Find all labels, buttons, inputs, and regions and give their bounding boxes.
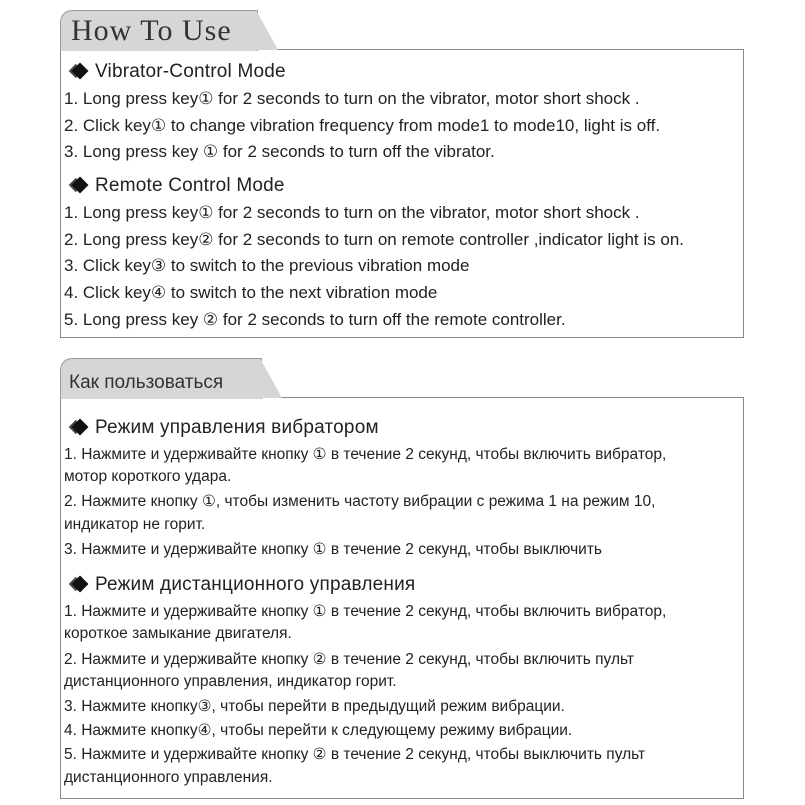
instruction-line: 5. Нажмите и удерживайте кнопку ② в течение 2 секунд, чтобы выключить пульт: [64, 746, 646, 763]
instruction-line: 1. Long press key① for 2 seconds to turn on the vibrator, motor short shock .: [64, 203, 640, 222]
english-header-tab: [60, 10, 258, 51]
vibrator-control-heading: [66, 61, 286, 83]
remote-control-title-ru: Режим дистанционного управления: [95, 574, 416, 595]
instruction-line: 3. Нажмите и удерживайте кнопку ① в течение 2 секунд, чтобы выключить: [64, 541, 602, 558]
instruction-line: 2. Нажмите и удерживайте кнопку ② в течение 2 секунд, чтобы включить пульт: [64, 651, 634, 668]
diamond-bullet-icon: [72, 176, 89, 193]
vibrator-control-heading-ru: [66, 417, 379, 439]
instruction-line: 2. Нажмите кнопку ①, чтобы изменить частоту вибрации с режима 1 на режим 10,: [64, 493, 656, 510]
instruction-line: 2. Long press key② for 2 seconds to turn on remote controller ,indicator light is on.: [64, 230, 685, 249]
instruction-line: 1. Нажмите и удерживайте кнопку ① в течение 2 секунд, чтобы включить вибратор,: [64, 446, 667, 463]
russian-header-title: Как пользоваться: [69, 372, 224, 393]
instruction-line: короткое замыкание двигателя.: [64, 625, 292, 642]
remote-control-heading-ru: [66, 574, 415, 596]
instruction-line: 1. Long press key① for 2 seconds to turn on the vibrator, motor short shock .: [64, 89, 640, 108]
english-header-title: How To Use: [71, 14, 232, 47]
english-tab-corner: [256, 10, 278, 50]
instruction-line: дистанционного управления.: [64, 769, 273, 786]
instruction-line: 4. Нажмите кнопку④, чтобы перейти к следующему режиму вибрации.: [64, 722, 573, 739]
instruction-line: индикатор не горит.: [64, 516, 206, 533]
remote-control-heading: [66, 175, 285, 197]
russian-tab-corner: [260, 358, 282, 398]
diamond-bullet-icon: [72, 418, 89, 435]
vibrator-control-title: Vibrator-Control Mode: [95, 61, 286, 82]
instruction-line: мотор короткого удара.: [64, 468, 232, 485]
instruction-line: 3. Нажмите кнопку③, чтобы перейти в предыдущий режим вибрации.: [64, 698, 565, 715]
instruction-line: 3. Long press key ① for 2 seconds to turn off the vibrator.: [64, 142, 495, 161]
instruction-line: 1. Нажмите и удерживайте кнопку ① в течение 2 секунд, чтобы включить вибратор,: [64, 603, 667, 620]
russian-header-tab: [60, 358, 262, 399]
vibrator-control-title-ru: Режим управления вибратором: [95, 417, 379, 438]
instruction-line: дистанционного управления, индикатор горит.: [64, 673, 397, 690]
instruction-line: 3. Click key③ to switch to the previous vibration mode: [64, 256, 470, 275]
instruction-line: 5. Long press key ② for 2 seconds to turn off the remote controller.: [64, 310, 566, 329]
instruction-line: 4. Click key④ to switch to the next vibration mode: [64, 283, 438, 302]
instruction-line: 2. Click key① to change vibration frequency from mode1 to mode10, light is off.: [64, 116, 661, 135]
diamond-bullet-icon: [72, 62, 89, 79]
diamond-bullet-icon: [72, 575, 89, 592]
remote-control-title: Remote Control Mode: [95, 175, 285, 196]
